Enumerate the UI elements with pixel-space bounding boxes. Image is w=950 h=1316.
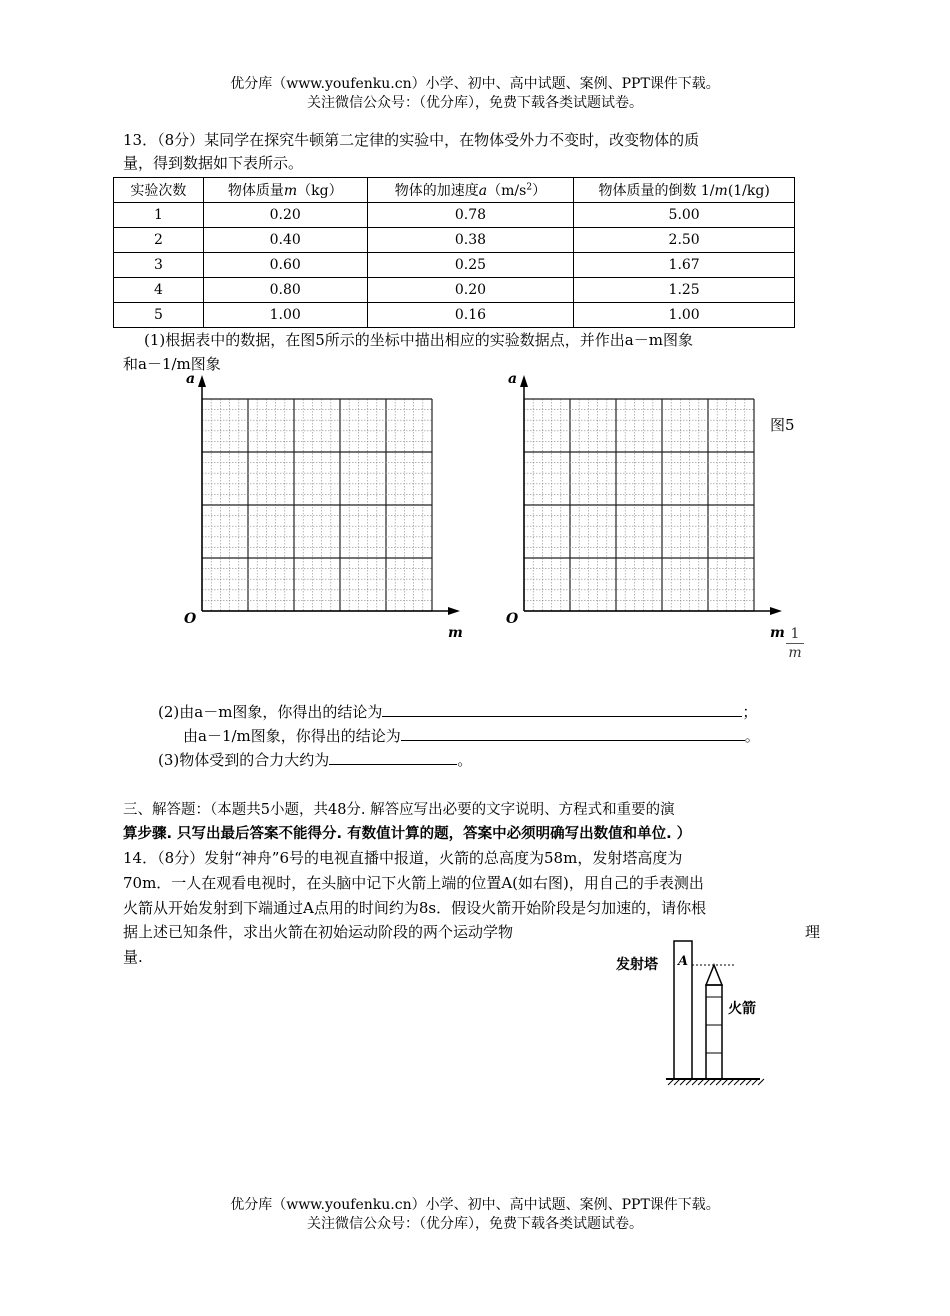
launch-figure [610, 935, 780, 1095]
x-axis-label: m [448, 625, 463, 641]
footer-line1: 优分库（www.youfenku.cn）小学、初中、高中试题、案例、PPT课件下载。 [230, 1197, 720, 1213]
table-cell: 1.00 [203, 303, 367, 328]
table-cell: 0.20 [367, 278, 574, 303]
answer-blank-3[interactable] [329, 750, 457, 765]
table-cell: 0.25 [367, 253, 574, 278]
y-axis-label: a [508, 371, 518, 387]
rocket-nose [706, 965, 722, 985]
origin-label: O [184, 611, 197, 627]
table-header-cell: 物体质量的倒数 1/m(1/kg) [574, 178, 795, 203]
point-a-label: A [678, 954, 689, 969]
q14-line1: 14．（8分）发射“神舟”6号的电视直播中报道，火箭的总高度为58m，发射塔高度为 [123, 849, 683, 867]
q13-part2b-end: 。 [744, 727, 760, 745]
table-cell: 0.40 [203, 228, 367, 253]
table-cell: 1.67 [574, 253, 795, 278]
origin-label: O [506, 611, 519, 627]
figure-label: 图5 [770, 416, 795, 434]
y-axis-label: a [186, 371, 196, 387]
q13-part2a-prefix: (2)由a－m图象，你得出的结论为 [158, 703, 383, 721]
tower-label: 发射塔 [616, 957, 658, 973]
q13-intro-line1: 13．（8分）某同学在探究牛顿第二定律的实验中，在物体受外力不变时，改变物体的质 [123, 131, 700, 149]
table-cell: 1.25 [574, 278, 795, 303]
q14-line4-end: 理 [805, 923, 821, 941]
q13-part3-prefix: (3)物体受到的合力大约为 [158, 751, 330, 769]
q14-line2: 70m．一人在观看电视时，在头脑中记下火箭上端的位置A(如右图)，用自己的手表测出 [123, 874, 704, 892]
table-cell: 2.50 [574, 228, 795, 253]
table-row [114, 303, 795, 328]
table-row [114, 253, 795, 278]
q13-intro-line2: 量，得到数据如下表所示。 [123, 154, 304, 172]
q13-part2a [158, 700, 757, 725]
q13-part3 [158, 748, 472, 773]
section3-title-line1 [123, 798, 675, 823]
table-row [114, 203, 795, 228]
x-axis-arrow [770, 607, 782, 615]
answer-blank-2b[interactable] [401, 726, 745, 741]
table-cell: 0.78 [367, 203, 574, 228]
fraction-label [786, 626, 804, 661]
q13-part3-end: 。 [457, 751, 473, 769]
section3-title-text1: 三、解答题：（本题共5小题，共48分. 解答应写出必要的文字说明、方程式和重要的演 [123, 802, 675, 818]
x-axis-arrow [448, 607, 460, 615]
rocket-label: 火箭 [728, 1001, 756, 1017]
q13-part1-line2: 和a－1/m图象 [123, 355, 221, 372]
x-axis-label: m [770, 625, 785, 641]
q14-line5: 量. [123, 948, 143, 966]
fraction-bar [786, 643, 804, 644]
table-cell: 3 [114, 253, 204, 278]
y-axis-arrow [198, 375, 206, 387]
graph-grid [524, 399, 754, 611]
table-header-cell: 实验次数 [114, 178, 204, 203]
table-header-cell: 物体质量m（kg） [203, 178, 367, 203]
q13-part2a-end: ； [742, 703, 758, 721]
table-cell: 0.60 [203, 253, 367, 278]
graph-right [502, 365, 802, 650]
table-cell: 1.00 [574, 303, 795, 328]
table-cell: 4 [114, 278, 204, 303]
fraction-denominator: m [788, 645, 802, 661]
table-cell: 0.38 [367, 228, 574, 253]
table-cell: 2 [114, 228, 204, 253]
table-cell: 1 [114, 203, 204, 228]
table-cell: 0.80 [203, 278, 367, 303]
q13-part2b [183, 724, 760, 749]
section3-title-line2: 算步骤. 只写出最后答案不能得分. 有数值计算的题，答案中必须明确写出数值和单位. ） [123, 826, 692, 842]
table-header-row [114, 178, 795, 203]
table-cell: 0.16 [367, 303, 574, 328]
table-header-cell: 物体的加速度$a(m/s^2)$ [367, 178, 574, 203]
q14-line4: 据上述已知条件，求出火箭在初始运动阶段的两个运动学物 [123, 923, 514, 941]
graph-grid [202, 399, 432, 611]
footer-line2: 关注微信公众号：（优分库），免费下载各类试题试卷。 [307, 1216, 643, 1232]
q14-line3: 火箭从开始发射到下端通过A点用的时间约为8s．假设火箭开始阶段是匀加速的，请你根 [123, 899, 707, 917]
table-row [114, 228, 795, 253]
q13-part1-line1: (1)根据表中的数据，在图5所示的坐标中描出相应的实验数据点，并作出a－m图象 [144, 331, 693, 349]
header-line2: 关注微信公众号：（优分库），免费下载各类试题试卷。 [307, 95, 643, 111]
fraction-numerator: 1 [790, 626, 800, 642]
header-line1: 优分库（www.youfenku.cn）小学、初中、高中试题、案例、PPT课件下载。 [230, 76, 720, 92]
table-cell: 5.00 [574, 203, 795, 228]
table-row [114, 278, 795, 303]
table-cell: 5 [114, 303, 204, 328]
graph-left [180, 365, 480, 650]
y-axis-arrow [520, 375, 528, 387]
rocket-body [706, 985, 722, 1079]
table-cell: 0.20 [203, 203, 367, 228]
q13-part2b-prefix: 由a－1/m图象，你得出的结论为 [183, 727, 401, 745]
data-table [113, 177, 795, 328]
answer-blank-2a[interactable] [382, 702, 742, 717]
